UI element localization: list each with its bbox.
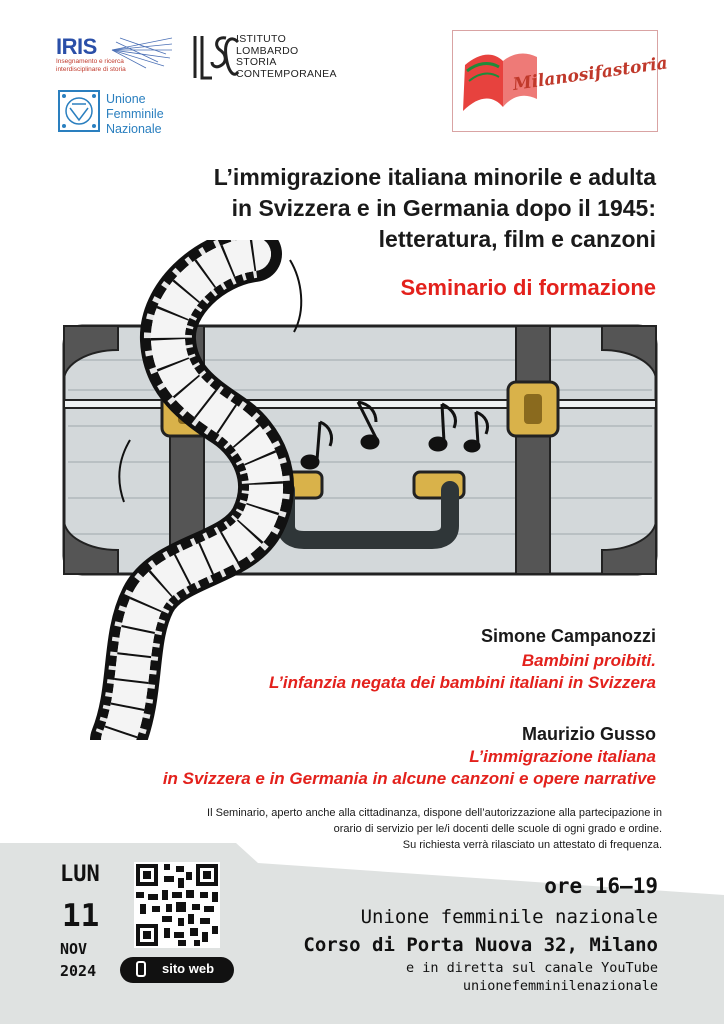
- speaker-2-talk: L’immigrazione italiana in Svizzera e in Germania in alcune canzoni e opere narrative: [162, 747, 656, 788]
- event-year: 2024: [60, 962, 97, 980]
- website-button[interactable]: [120, 957, 234, 983]
- seminar-title: L’immigrazione italiana minorile e adulta in Svizzera e in Germania dopo il 1945: letteratura, film e canzoni: [213, 164, 656, 252]
- ufn-logo: [56, 88, 186, 136]
- ufn-emblem-icon: [56, 88, 102, 134]
- event-month: NOV: [60, 940, 88, 958]
- seminar-subtitle: Seminario di formazione: [400, 275, 656, 300]
- stream-info: e in diretta sul canale YouTube: [406, 960, 658, 976]
- qr-code-icon[interactable]: [134, 862, 220, 948]
- youtube-channel-name: unionefemminilenazionale: [462, 978, 658, 994]
- event-date: 11: [62, 898, 100, 934]
- phone-icon: [136, 961, 146, 977]
- event-time: ore 16–19: [544, 874, 658, 898]
- event-day: LUN: [60, 862, 100, 887]
- milanosifastoria-logo: [452, 30, 669, 132]
- iris-wordmark: IRIS: [56, 34, 97, 59]
- ufn-text: Unione Femminile Nazionale: [106, 92, 164, 136]
- iris-logo: [56, 34, 176, 84]
- attendance-notice: Il Seminario, aperto anche alla cittadinanza, dispone dell’autorizzazione alla partecipazione in orario di servizio per le/i docenti delle scuole di ogni grado e ordine. Su richiesta verrà rilasciato un attestato di frequenza.: [207, 807, 662, 851]
- iris-tagline: Insegnamento e ricerca interdisciplinare di storia: [56, 58, 126, 73]
- speaker-1-talk: Bambini proibiti. L’infanzia negata dei bambini italiani in Svizzera: [269, 651, 656, 692]
- ilsc-text: ISTITUTO LOMBARDO STORIA CONTEMPORANEA: [236, 33, 337, 80]
- website-button-label: sito web: [162, 961, 215, 976]
- ilsc-logo: [190, 32, 350, 84]
- event-venue: Unione femminile nazionale: [360, 906, 658, 928]
- ilsc-mark-icon: [190, 32, 240, 82]
- iris-rays-icon: [106, 36, 176, 70]
- speaker-1-name: Simone Campanozzi: [480, 626, 656, 646]
- event-address: Corso di Porta Nuova 32, Milano: [303, 934, 658, 956]
- milanosifastoria-wordmark: Milanosifastoria: [511, 53, 669, 95]
- speaker-2-name: Maurizio Gusso: [521, 724, 656, 744]
